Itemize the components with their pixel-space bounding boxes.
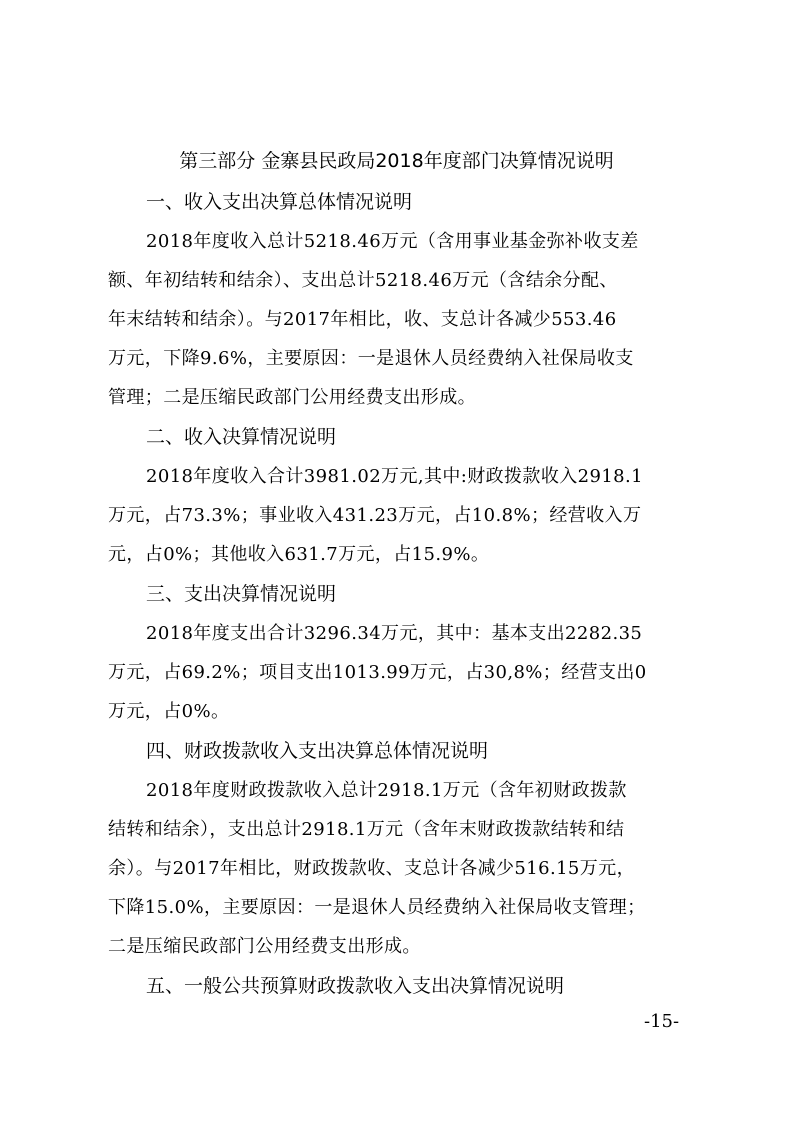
paragraph-line: 2018年度收入总计5218.46万元（含用事业基金弥补收支差 [146, 231, 639, 252]
section-paragraph [108, 614, 688, 731]
paragraph-line: 下降15.0%，主要原因：一是退休人员经费纳入社保局收支管理； [108, 897, 646, 918]
section-heading: 三、支出决算情况说明 [146, 583, 337, 605]
section-income-expenditure-overview [108, 182, 688, 417]
paragraph-line: 万元，占69.2%；项目支出1013.99万元，占30,8%；经营支出0 [108, 662, 647, 683]
page-number: -15- [644, 1011, 680, 1032]
section-income [108, 417, 688, 574]
paragraph-line: 万元，下降9.6%，主要原因：一是退休人员经费纳入社保局收支 [108, 348, 634, 369]
section-paragraph [108, 771, 688, 966]
paragraph-line: 2018年度支出合计3296.34万元，其中：基本支出2282.35 [146, 623, 643, 644]
paragraph-line: 年末结转和结余）。与2017年相比，收、支总计各减少553.46 [108, 309, 617, 330]
section-paragraph [108, 222, 688, 417]
paragraph-line: 余）。与2017年相比，财政拨款收、支总计各减少516.15万元， [108, 858, 635, 879]
section-expenditure [108, 574, 688, 731]
paragraph-line: 结转和结余），支出总计2918.1万元（含年末财政拨款结转和结 [108, 819, 625, 840]
page-title: 第三部分 金寨县民政局2018年度部门决算情况说明 [179, 150, 614, 172]
section-heading: 二、收入决算情况说明 [146, 426, 337, 448]
section-general-public-budget [108, 966, 688, 1006]
paragraph-line: 万元，占73.3%；事业收入431.23万元，占10.8%；经营收入万 [108, 505, 642, 526]
paragraph-line: 二是压缩民政部门公用经费支出形成。 [108, 936, 421, 957]
section-paragraph [108, 457, 688, 574]
section-heading: 四、财政拨款收入支出决算总体情况说明 [146, 740, 489, 762]
section-heading: 五、一般公共预算财政拨款收入支出决算情况说明 [146, 975, 565, 997]
paragraph-line: 管理；二是压缩民政部门公用经费支出形成。 [108, 387, 476, 408]
paragraph-line: 元，占0%；其他收入631.7万元，占15.9%。 [108, 544, 490, 565]
section-fiscal-appropriation-overview [108, 731, 688, 966]
paragraph-line: 额、年初结转和结余）、支出总计5218.46万元（含结余分配、 [108, 270, 618, 291]
document-body [108, 182, 688, 1006]
paragraph-line: 2018年度收入合计3981.02万元,其中:财政拨款收入2918.1 [146, 466, 644, 487]
paragraph-line: 万元，占0%。 [108, 701, 230, 722]
paragraph-line: 2018年度财政拨款收入总计2918.1万元（含年初财政拨款 [146, 780, 627, 801]
section-heading: 一、收入支出决算总体情况说明 [146, 191, 413, 213]
